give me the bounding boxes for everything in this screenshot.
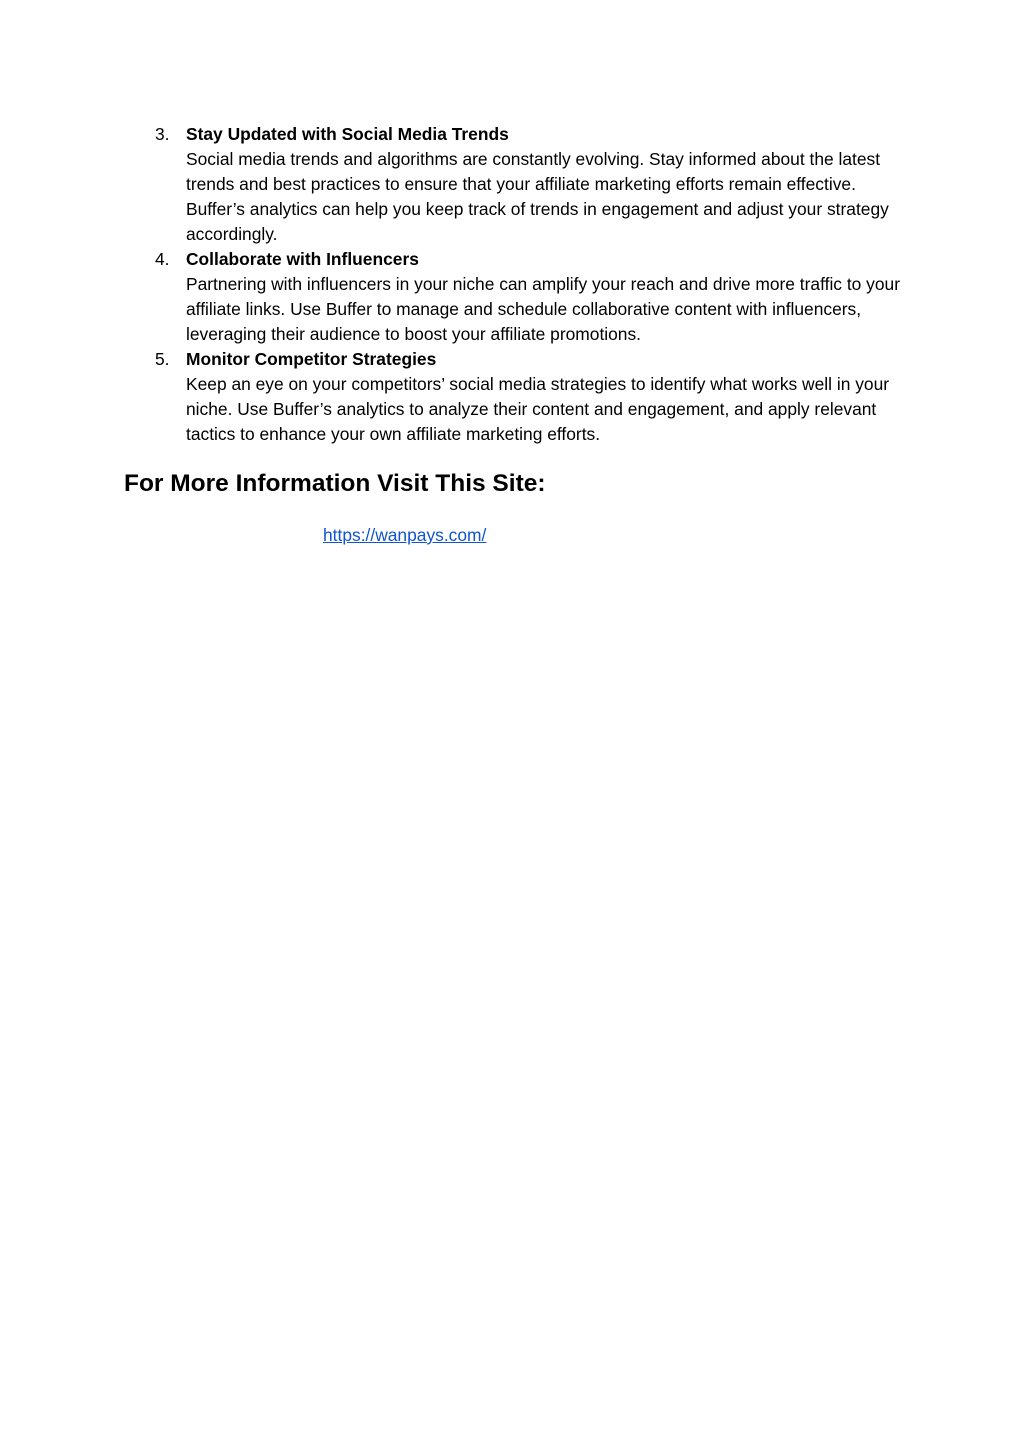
website-link[interactable]: https://wanpays.com/: [323, 525, 487, 545]
list-item-body: Social media trends and algorithms are constantly evolving. Stay informed about the latest trends and best practices to ensure that your affiliate marketing efforts remain effective. Buffer’s analytics can help you keep track of trends in engagement and adjust your strategy accordingly.: [186, 149, 889, 244]
tips-list: [124, 122, 914, 447]
list-item-title: Collaborate with Influencers: [186, 249, 419, 269]
list-item-number: 4.: [155, 249, 170, 269]
list-item: [124, 247, 914, 347]
list-item-number: 3.: [155, 124, 170, 144]
list-item-title: Stay Updated with Social Media Trends: [186, 124, 509, 144]
list-item-title: Monitor Competitor Strategies: [186, 349, 437, 369]
list-item-body: Partnering with influencers in your niche can amplify your reach and drive more traffic to your affiliate links. Use Buffer to manage and schedule collaborative content with influencers, leveraging their audience to boost your affiliate promotions.: [186, 274, 901, 344]
list-item: [124, 347, 914, 447]
list-item-body: Keep an eye on your competitors’ social media strategies to identify what works well in your niche. Use Buffer’s analytics to analyze their content and engagement, and apply relevant tactics to enhance your own affiliate marketing efforts.: [186, 374, 890, 444]
list-item: [124, 122, 914, 247]
list-item-number: 5.: [155, 349, 170, 369]
more-info-heading: For More Information Visit This Site:: [124, 470, 546, 497]
